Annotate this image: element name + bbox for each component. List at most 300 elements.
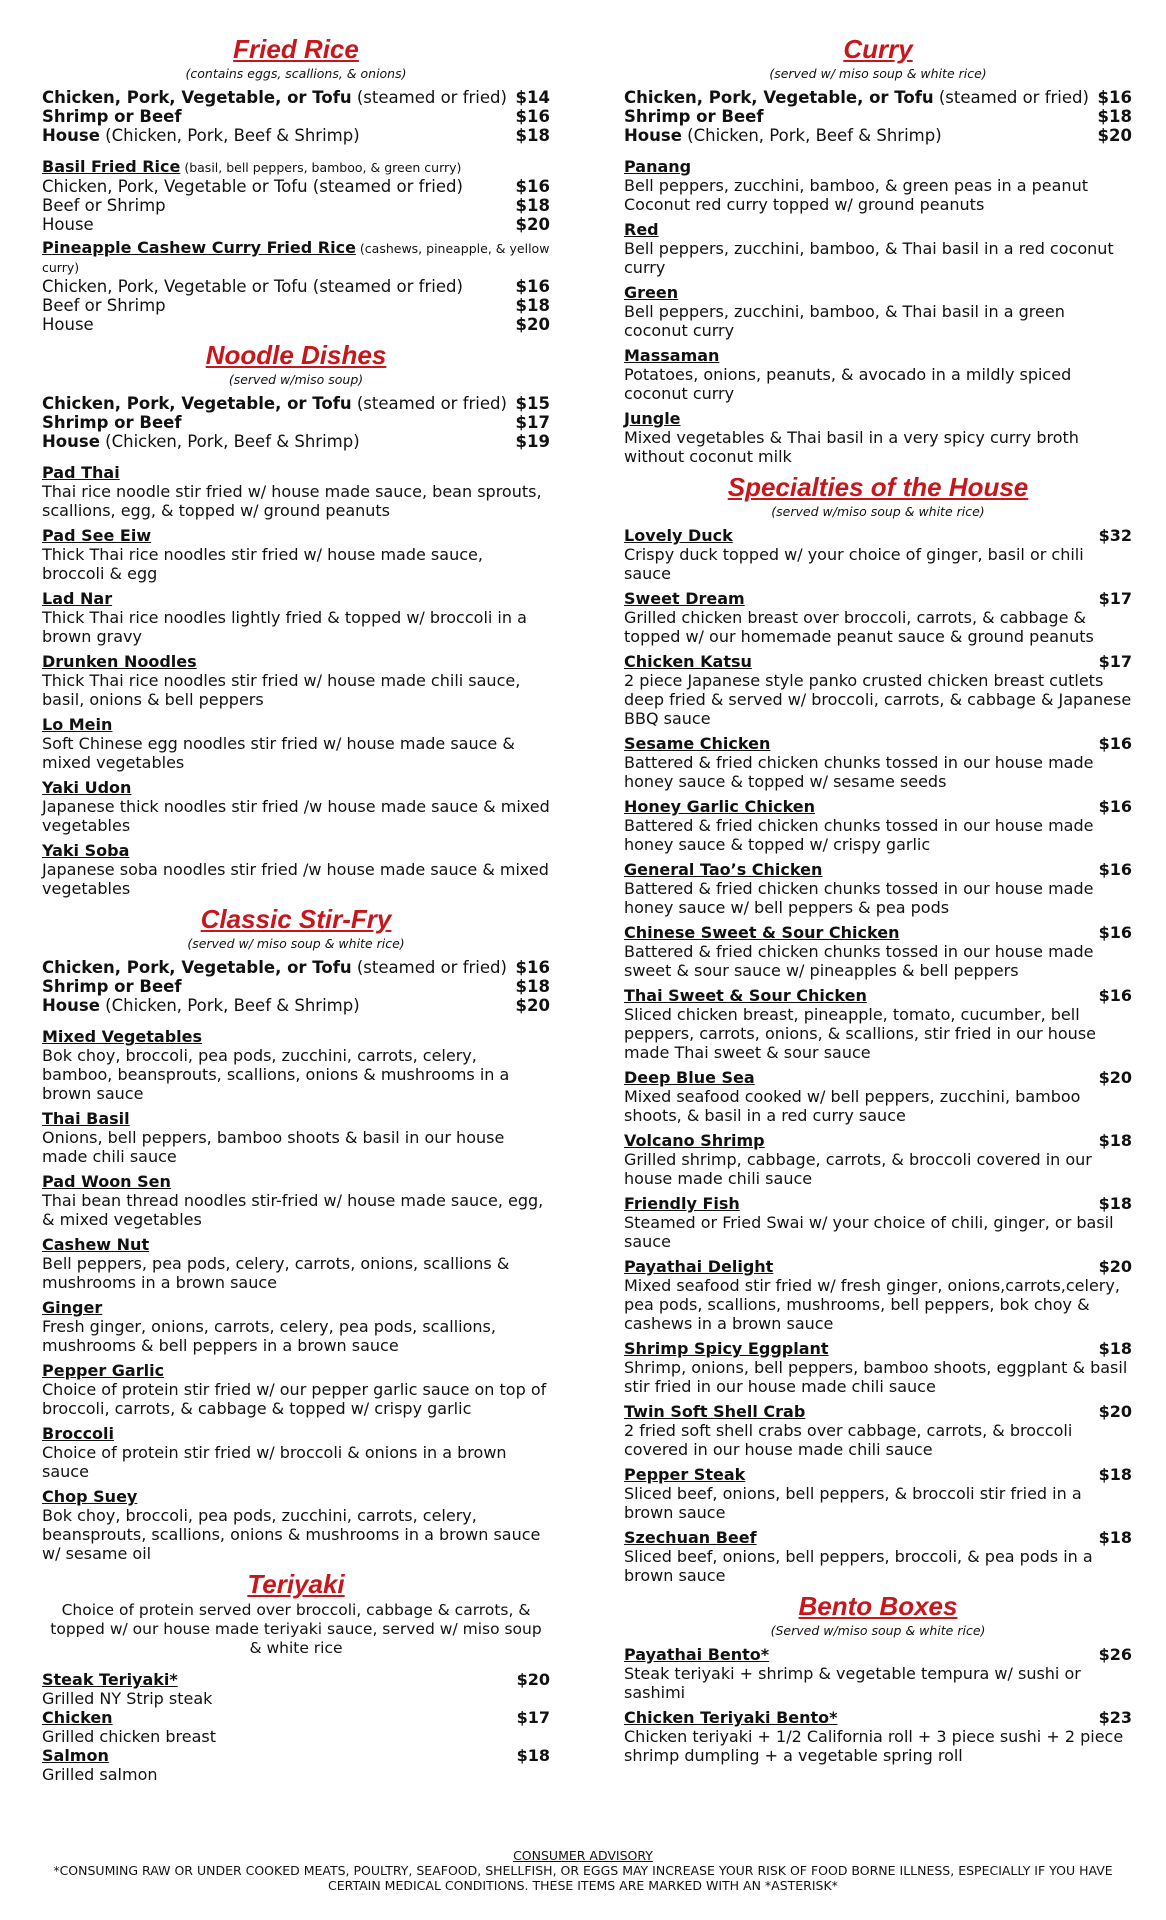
menu-item-description: Sliced beef, onions, bell peppers, & broccoli stir fried in a brown sauce — [624, 1484, 1082, 1522]
price-rows — [42, 177, 550, 234]
menu-item-name: Volcano Shrimp — [624, 1131, 765, 1150]
row-label — [624, 107, 764, 126]
menu-item-name: Cashew Nut — [42, 1235, 150, 1254]
menu-item — [42, 589, 550, 646]
row-label: Beef or Shrimp — [42, 196, 166, 215]
menu-item-header — [42, 1298, 550, 1317]
row-price: $14 — [515, 88, 550, 107]
item-list — [624, 1645, 1132, 1765]
menu-item-name: Thai Sweet & Sour Chicken — [624, 986, 867, 1005]
menu-item-header — [624, 283, 1132, 302]
fried-rice-section — [42, 34, 550, 334]
menu-item-name: Thai Basil — [42, 1109, 130, 1128]
menu-item-price: $18 — [1098, 1528, 1132, 1547]
base-price-row — [42, 394, 550, 413]
menu-item-description: Thai bean thread noodles stir-fried w/ house made sauce, egg, & mixed vegetables — [42, 1191, 544, 1229]
menu-item-header — [42, 652, 550, 671]
consumer-advisory — [0, 1848, 1166, 1893]
noodle-section — [42, 340, 550, 898]
menu-item-description: Crispy duck topped w/ your choice of ginger, basil or chili sauce — [624, 545, 1084, 583]
menu-item-name: General Tao’s Chicken — [624, 860, 823, 879]
menu-item-price: $23 — [1098, 1708, 1132, 1727]
row-label-bold: House — [42, 126, 100, 145]
menu-item-price: $20 — [516, 1670, 550, 1689]
menu-item-name: Panang — [624, 157, 692, 176]
menu-item-header — [624, 220, 1132, 239]
menu-item-name: Steak Teriyaki* — [42, 1670, 178, 1689]
menu-item-name: Payathai Bento* — [624, 1645, 770, 1664]
row-label-bold: Chicken, Pork, Vegetable, or Tofu — [42, 88, 352, 107]
menu-item — [42, 778, 550, 835]
menu-item-price: $16 — [1098, 986, 1132, 1005]
menu-item-name: Jungle — [624, 409, 681, 428]
base-price-row — [42, 996, 550, 1015]
right-column — [624, 34, 1132, 1771]
menu-item-header — [42, 1424, 550, 1443]
menu-item-header — [42, 1487, 550, 1506]
row-label-bold: Chicken, Pork, Vegetable, or Tofu — [624, 88, 934, 107]
menu-item-header — [624, 409, 1132, 428]
row-price: $18 — [515, 126, 550, 145]
row-label-bold: Chicken, Pork, Vegetable, or Tofu — [42, 394, 352, 413]
menu-item — [42, 652, 550, 709]
menu-item-description: Thick Thai rice noodles lightly fried & topped w/ broccoli in a brown gravy — [42, 608, 527, 646]
row-label — [42, 977, 182, 996]
item-list — [42, 1670, 550, 1784]
price-rows — [42, 277, 550, 334]
bento-section — [624, 1591, 1132, 1765]
item-list — [42, 463, 550, 898]
menu-item-price: $18 — [1098, 1194, 1132, 1213]
menu-item — [624, 220, 1132, 277]
menu-item — [624, 346, 1132, 403]
menu-item-description: Grilled chicken breast — [42, 1727, 216, 1746]
menu-item-header — [42, 1109, 550, 1128]
menu-item — [42, 1746, 550, 1784]
row-label-bold: Shrimp or Beef — [42, 413, 182, 432]
menu-item-name: Chop Suey — [42, 1487, 138, 1506]
menu-item-name: Chicken — [42, 1708, 113, 1727]
menu-item — [42, 463, 550, 520]
menu-item — [624, 1708, 1132, 1765]
menu-item — [42, 1708, 550, 1746]
row-label-bold: House — [42, 996, 100, 1015]
menu-item-header — [42, 463, 550, 482]
section-title: Classic Stir-Fry — [200, 904, 392, 934]
menu-item-description: Soft Chinese egg noodles stir fried w/ house made sauce & mixed vegetables — [42, 734, 515, 772]
section-note: (served w/ miso soup & white rice) — [187, 936, 405, 951]
menu-item-header — [42, 1670, 550, 1689]
row-label-rest: (steamed or fried) — [351, 394, 507, 413]
row-label-rest: (steamed or fried) — [351, 958, 507, 977]
base-price-row — [42, 107, 550, 126]
base-price-row — [624, 107, 1132, 126]
menu-item-name: Broccoli — [42, 1424, 115, 1443]
menu-item — [42, 1298, 550, 1355]
menu-item-description: Battered & fried chicken chunks tossed in our house made sweet & sour sauce w/ pineapples & bell peppers — [624, 942, 1094, 980]
row-price: $16 — [515, 277, 550, 296]
menu-item — [624, 1645, 1132, 1702]
menu-item-header — [624, 1708, 1132, 1727]
menu-item — [624, 1194, 1132, 1251]
menu-item-description: Onions, bell peppers, bamboo shoots & basil in our house made chili sauce — [42, 1128, 505, 1166]
menu-item-description: Choice of protein stir fried w/ our pepper garlic sauce on top of broccoli, carrots, & cabbage & topped w/ crispy garlic — [42, 1380, 547, 1418]
row-label: House — [42, 315, 94, 334]
item-list — [624, 157, 1132, 466]
menu-item-header — [624, 157, 1132, 176]
row-price: $18 — [1097, 107, 1132, 126]
menu-item-name: Massaman — [624, 346, 720, 365]
menu-item-name: Twin Soft Shell Crab — [624, 1402, 806, 1421]
row-label-rest: (Chicken, Pork, Beef & Shrimp) — [681, 126, 942, 145]
price-row — [42, 215, 550, 234]
row-label-rest: (Chicken, Pork, Beef & Shrimp) — [99, 126, 360, 145]
menu-item-price: $16 — [1098, 734, 1132, 753]
menu-item — [624, 1068, 1132, 1125]
row-label-rest: (Chicken, Pork, Beef & Shrimp) — [99, 996, 360, 1015]
menu-item-header — [624, 986, 1132, 1005]
menu-item-name: Sweet Dream — [624, 589, 745, 608]
row-label-rest: (Chicken, Pork, Beef & Shrimp) — [99, 432, 360, 451]
menu-item-header — [624, 652, 1132, 671]
menu-item-name: Lad Nar — [42, 589, 113, 608]
row-label — [42, 394, 507, 413]
pineapple-cashew-fried-rice — [42, 239, 550, 334]
menu-item-description: Bok choy, broccoli, pea pods, zucchini, carrots, celery, beansprouts, scallions, onions & mushrooms in a brown sauce w/ sesame oil — [42, 1506, 541, 1563]
menu-item-description: Steamed or Fried Swai w/ your choice of chili, ginger, or basil sauce — [624, 1213, 1114, 1251]
menu-item-description: Mixed seafood stir fried w/ fresh ginger, onions,carrots,celery, pea pods, scallions, mushrooms, bell peppers, bok choy & cashews in a brown sauce — [624, 1276, 1120, 1333]
menu-item — [624, 797, 1132, 854]
menu-item-header — [42, 589, 550, 608]
menu-item — [624, 1257, 1132, 1333]
price-row — [42, 277, 550, 296]
advisory-text: *CONSUMING RAW OR UNDER COOKED MEATS, POULTRY, SEAFOOD, SHELLFISH, OR EGGS MAY INCREASE YOUR RISK OF FOOD BORNE ILLNESS, ESPECIALLY IF YOU HAVE CERTAIN MEDICAL CONDITIONS. THESE ITEMS ARE MARKED WITH AN *ASTERISK* — [53, 1863, 1113, 1893]
menu-item-name: Pad Woon Sen — [42, 1172, 171, 1191]
left-column — [42, 34, 550, 1790]
menu-item-name: Ginger — [42, 1298, 103, 1317]
item-note: (basil, bell peppers, bamboo, & green curry) — [180, 160, 462, 175]
advisory-title: CONSUMER ADVISORY — [513, 1848, 653, 1863]
menu-item-name: Honey Garlic Chicken — [624, 797, 816, 816]
menu-item — [42, 1172, 550, 1229]
row-label — [624, 126, 942, 145]
menu-item-price: $18 — [1098, 1465, 1132, 1484]
menu-item-name: Red — [624, 220, 659, 239]
row-price: $16 — [515, 177, 550, 196]
row-price: $20 — [515, 315, 550, 334]
menu-item-header — [42, 1361, 550, 1380]
row-label: House — [42, 215, 94, 234]
menu-item-name: Chicken Katsu — [624, 652, 752, 671]
section-note: (served w/miso soup) — [228, 372, 364, 387]
row-price: $16 — [1097, 88, 1132, 107]
row-label — [42, 958, 507, 977]
menu-item — [42, 1109, 550, 1166]
menu-item-name: Lovely Duck — [624, 526, 733, 545]
base-price-row — [624, 88, 1132, 107]
menu-item — [42, 1027, 550, 1103]
menu-item — [624, 1465, 1132, 1522]
row-price: $18 — [515, 196, 550, 215]
base-price-row — [42, 126, 550, 145]
menu-item-header — [42, 526, 550, 545]
menu-item-name: Payathai Delight — [624, 1257, 774, 1276]
menu-item — [624, 1131, 1132, 1188]
menu-item-description: Grilled NY Strip steak — [42, 1689, 213, 1708]
base-price-list — [624, 88, 1132, 145]
menu-item — [624, 1339, 1132, 1396]
row-label — [42, 996, 360, 1015]
row-label — [42, 432, 360, 451]
section-title: Curry — [843, 34, 913, 64]
basil-fried-rice — [42, 157, 550, 234]
menu-item-description: Bell peppers, zucchini, bamboo, & Thai basil in a green coconut curry — [624, 302, 1065, 340]
section-note: (Served w/miso soup & white rice) — [770, 1623, 986, 1638]
section-note: (served w/miso soup & white rice) — [771, 504, 985, 519]
section-note: (served w/ miso soup & white rice) — [769, 66, 987, 81]
row-price: $18 — [515, 296, 550, 315]
row-price: $16 — [515, 107, 550, 126]
specialties-section — [624, 472, 1132, 1585]
menu-item-price: $20 — [1098, 1068, 1132, 1087]
menu-item-price: $16 — [1098, 797, 1132, 816]
row-price: $18 — [515, 977, 550, 996]
menu-item — [624, 652, 1132, 728]
menu-item-description: Battered & fried chicken chunks tossed in our house made honey sauce w/ bell peppers & pea pods — [624, 879, 1094, 917]
base-price-row — [42, 413, 550, 432]
menu-item-header — [624, 526, 1132, 545]
menu-item-header — [624, 923, 1132, 942]
section-title: Fried Rice — [233, 34, 359, 64]
curry-section — [624, 34, 1132, 466]
menu-item-description: Mixed vegetables & Thai basil in a very spicy curry broth without coconut milk — [624, 428, 1079, 466]
menu-item-description: Chicken teriyaki + 1/2 California roll + 3 piece sushi + 2 piece shrimp dumpling + a vegetable spring roll — [624, 1727, 1124, 1765]
menu-item-header — [624, 589, 1132, 608]
base-price-row — [42, 432, 550, 451]
menu-item — [42, 1235, 550, 1292]
menu-item-description: Thai rice noodle stir fried w/ house made sauce, bean sprouts, scallions, egg, & topped w/ ground peanuts — [42, 482, 542, 520]
section-title: Bento Boxes — [798, 1591, 958, 1621]
menu-item-header — [42, 841, 550, 860]
row-price: $20 — [515, 996, 550, 1015]
row-label: Chicken, Pork, Vegetable or Tofu (steamed or fried) — [42, 277, 463, 296]
section-note: (contains eggs, scallions, & onions) — [185, 66, 407, 81]
menu-item-header — [42, 1746, 550, 1765]
menu-item-name: Pepper Garlic — [42, 1361, 165, 1380]
menu-item-description: Bell peppers, zucchini, bamboo, & green peas in a peanut Coconut red curry topped w/ ground peanuts — [624, 176, 1088, 214]
menu-item — [624, 589, 1132, 646]
menu-item-header — [42, 1708, 550, 1727]
menu-item-name: Pepper Steak — [624, 1465, 746, 1484]
menu-item — [42, 715, 550, 772]
menu-item-description: Battered & fried chicken chunks tossed in our house made honey sauce & topped w/ crispy garlic — [624, 816, 1094, 854]
base-price-row — [42, 958, 550, 977]
menu-item-price: $20 — [1098, 1402, 1132, 1421]
row-label-rest: (steamed or fried) — [351, 88, 507, 107]
menu-item-header — [624, 1068, 1132, 1087]
menu-item — [42, 1361, 550, 1418]
row-price: $16 — [515, 958, 550, 977]
menu-item-description: Thick Thai rice noodles stir fried w/ house made chili sauce, basil, onions & bell peppers — [42, 671, 521, 709]
menu-item — [42, 1424, 550, 1481]
menu-item-description: 2 fried soft shell crabs over cabbage, carrots, & broccoli covered in our house made chili sauce — [624, 1421, 1073, 1459]
menu-item-price: $17 — [1098, 652, 1132, 671]
menu-item — [42, 526, 550, 583]
row-label-bold: Shrimp or Beef — [42, 977, 182, 996]
menu-item-description: Grilled chicken breast over broccoli, carrots, & cabbage & topped w/ our homemade peanut sauce & ground peanuts — [624, 608, 1094, 646]
menu-item-description: Sliced chicken breast, pineapple, tomato, cucumber, bell peppers, carrots, onions, & scallions, stir fried in our house made Thai sweet & sour sauce — [624, 1005, 1096, 1062]
row-label-bold: Shrimp or Beef — [624, 107, 764, 126]
menu-item-description: Bok choy, broccoli, pea pods, zucchini, carrots, celery, bamboo, beansprouts, scallions, onions & mushrooms in a brown sauce — [42, 1046, 510, 1103]
menu-item-header — [42, 715, 550, 734]
menu-item-description: Japanese thick noodles stir fried /w house made sauce & mixed vegetables — [42, 797, 550, 835]
menu-item — [624, 734, 1132, 791]
menu-item-name: Chinese Sweet & Sour Chicken — [624, 923, 900, 942]
section-title: Specialties of the House — [727, 472, 1029, 502]
menu-item-header — [624, 860, 1132, 879]
menu-item-name: Deep Blue Sea — [624, 1068, 755, 1087]
menu-item-header — [624, 1645, 1132, 1664]
menu-item-name: Mixed Vegetables — [42, 1027, 203, 1046]
menu-item-description: Shrimp, onions, bell peppers, bamboo shoots, eggplant & basil stir fried in our house made chili sauce — [624, 1358, 1128, 1396]
base-price-list — [42, 88, 550, 145]
menu-item-header — [42, 1235, 550, 1254]
menu-item-description: Grilled shrimp, cabbage, carrots, & broccoli covered in our house made chili sauce — [624, 1150, 1092, 1188]
menu-item-header — [624, 1257, 1132, 1276]
base-price-row — [42, 88, 550, 107]
menu-item — [624, 283, 1132, 340]
menu-item-name: Szechuan Beef — [624, 1528, 757, 1547]
menu-item-price: $16 — [1098, 923, 1132, 942]
row-price: $17 — [515, 413, 550, 432]
menu-item — [42, 841, 550, 898]
row-label — [42, 413, 182, 432]
row-label: Beef or Shrimp — [42, 296, 166, 315]
item-name: Pineapple Cashew Curry Fried Rice — [42, 238, 356, 257]
row-label-bold: House — [42, 432, 100, 451]
menu-item — [624, 986, 1132, 1062]
menu-item-header — [624, 1528, 1132, 1547]
menu-item-header — [624, 346, 1132, 365]
menu-item-name: Chicken Teriyaki Bento* — [624, 1708, 838, 1727]
price-row — [42, 196, 550, 215]
menu-item-description: Steak teriyaki + shrimp & vegetable tempura w/ sushi or sashimi — [624, 1664, 1081, 1702]
base-price-list — [42, 394, 550, 451]
menu-item-description: Choice of protein stir fried w/ broccoli & onions in a brown sauce — [42, 1443, 507, 1481]
row-label-bold: House — [624, 126, 682, 145]
row-label-bold: Shrimp or Beef — [42, 107, 182, 126]
price-row — [42, 177, 550, 196]
menu-item-header — [42, 1027, 550, 1046]
menu-item — [42, 1670, 550, 1708]
row-label: Chicken, Pork, Vegetable or Tofu (steamed or fried) — [42, 177, 463, 196]
menu-item-price: $16 — [1098, 860, 1132, 879]
menu-item-price: $18 — [516, 1746, 550, 1765]
menu-item-name: Shrimp Spicy Eggplant — [624, 1339, 829, 1358]
row-price: $19 — [515, 432, 550, 451]
base-price-row — [42, 977, 550, 996]
menu-item — [624, 1528, 1132, 1585]
menu-item — [624, 923, 1132, 980]
menu-item-description: Sliced beef, onions, bell peppers, broccoli, & pea pods in a brown sauce — [624, 1547, 1093, 1585]
menu-item — [624, 409, 1132, 466]
teriyaki-section — [42, 1569, 550, 1784]
menu-item-header — [624, 1131, 1132, 1150]
menu-item-price: $17 — [1098, 589, 1132, 608]
menu-item — [624, 860, 1132, 917]
row-price: $15 — [515, 394, 550, 413]
row-price: $20 — [515, 215, 550, 234]
menu-item-price: $17 — [516, 1708, 550, 1727]
menu-item-description: Bell peppers, pea pods, celery, carrots, onions, scallions & mushrooms in a brown sauce — [42, 1254, 510, 1292]
menu-item-description: Mixed seafood cooked w/ bell peppers, zucchini, bamboo shoots, & basil in a red curry sauce — [624, 1087, 1081, 1125]
menu-item-name: Friendly Fish — [624, 1194, 740, 1213]
menu-item-name: Yaki Udon — [42, 778, 132, 797]
row-label-bold: Chicken, Pork, Vegetable, or Tofu — [42, 958, 352, 977]
menu-item-price: $32 — [1098, 526, 1132, 545]
menu-item-price: $20 — [1098, 1257, 1132, 1276]
item-list — [42, 1027, 550, 1563]
menu-item-description: Thick Thai rice noodles stir fried w/ house made sauce, broccoli & egg — [42, 545, 483, 583]
row-price: $20 — [1097, 126, 1132, 145]
menu-item-description: Bell peppers, zucchini, bamboo, & Thai basil in a red coconut curry — [624, 239, 1114, 277]
row-label — [42, 107, 182, 126]
item-note: (cashews, pineapple, & yellow curry) — [42, 241, 550, 275]
row-label-rest: (steamed or fried) — [933, 88, 1089, 107]
row-label — [42, 126, 360, 145]
section-title: Teriyaki — [247, 1569, 345, 1599]
menu-item — [624, 526, 1132, 583]
price-row — [42, 315, 550, 334]
item-name: Basil Fried Rice — [42, 157, 181, 176]
menu-item-description: 2 piece Japanese style panko crusted chicken breast cutlets deep fried & served w/ broccoli, carrots, & cabbage & Japanese BBQ sauce — [624, 671, 1132, 728]
menu-item-header — [624, 1465, 1132, 1484]
menu-item — [624, 1402, 1132, 1459]
menu-item-header — [624, 1402, 1132, 1421]
menu-item — [624, 157, 1132, 214]
price-row — [42, 296, 550, 315]
menu-item-name: Pad See Eiw — [42, 526, 152, 545]
menu-item-description: Potatoes, onions, peanuts, & avocado in a mildly spiced coconut curry — [624, 365, 1072, 403]
menu-item-name: Pad Thai — [42, 463, 120, 482]
menu-item-header — [42, 778, 550, 797]
menu-item-price: $18 — [1098, 1131, 1132, 1150]
menu-item-description: Grilled salmon — [42, 1765, 158, 1784]
menu-item-description: Battered & fried chicken chunks tossed in our house made honey sauce & topped w/ sesame seeds — [624, 753, 1094, 791]
menu-item — [42, 1487, 550, 1563]
menu-item-header — [624, 1194, 1132, 1213]
section-description: Choice of protein served over broccoli, cabbage & carrots, & topped w/ our house made teriyaki sauce, served w/ miso soup & white rice — [50, 1601, 542, 1657]
menu-item-price: $26 — [1098, 1645, 1132, 1664]
menu-item-header — [42, 1172, 550, 1191]
menu-item-description: Japanese soba noodles stir fried /w house made sauce & mixed vegetables — [42, 860, 549, 898]
menu-item-name: Lo Mein — [42, 715, 113, 734]
section-title: Noodle Dishes — [205, 340, 387, 370]
menu-item-header — [624, 734, 1132, 753]
menu-item-header — [624, 797, 1132, 816]
row-label — [42, 88, 507, 107]
menu-item-name: Sesame Chicken — [624, 734, 771, 753]
menu-item-name: Yaki Soba — [42, 841, 130, 860]
menu-item-price: $18 — [1098, 1339, 1132, 1358]
menu-item-description: Fresh ginger, onions, carrots, celery, pea pods, scallions, mushrooms & bell peppers in a brown sauce — [42, 1317, 496, 1355]
stirfry-section — [42, 904, 550, 1563]
menu-item-name: Salmon — [42, 1746, 109, 1765]
menu-item-name: Drunken Noodles — [42, 652, 197, 671]
menu-item-header — [624, 1339, 1132, 1358]
menu-item-name: Green — [624, 283, 679, 302]
base-price-row — [624, 126, 1132, 145]
